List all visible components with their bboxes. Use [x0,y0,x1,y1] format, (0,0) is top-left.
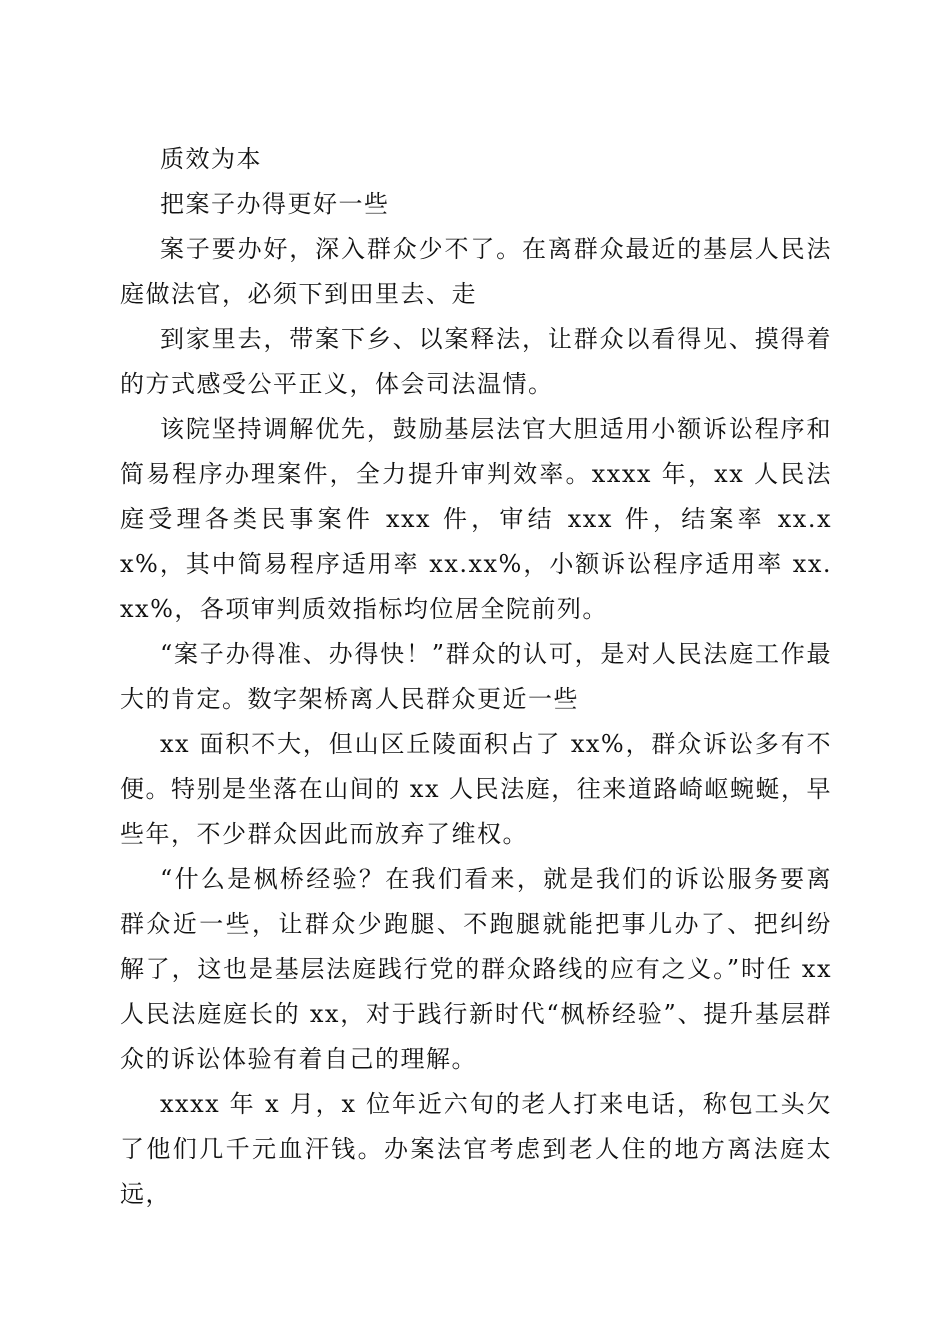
paragraph-grassroots-judges: 案子要办好，深入群众少不了。在离群众最近的基层人民法庭做法官，必须下到田里去、走 [120,235,832,308]
paragraph-public-recognition: “案子办得准、办得快！”群众的认可，是对人民法庭工作最大的肯定。数字架桥离人民群众更近一些 [120,640,832,713]
paragraph-mountain-court: xx 面积不大，但山区丘陵面积占了 xx%，群众诉讼多有不便。特别是坐落在山间的 xx 人民法庭，往来道路崎岖蜿蜒，早些年，不少群众因此而放弃了维权。 [120,730,832,848]
paragraph-heading-cases: 把案子办得更好一些 [160,190,390,218]
paragraph-mediation-statistics: 该院坚持调解优先，鼓励基层法官大胆适用小额诉讼程序和简易程序办理案件，全力提升审判效率。xxxx 年，xx 人民法庭受理各类民事案件 xxx 件，审结 xxx 件，结案率 xx.xx%，其中简易程序适用率 xx.xx%，小额诉讼程序适用率 xx.xx%，各项审判质效指标均位居全院前列。 [120,415,832,623]
paragraph-fengqiao-experience: “什么是枫桥经验？在我们看来，就是我们的诉讼服务要离群众近一些，让群众少跑腿、不跑腿就能把事儿办了、把纠纷解了，这也是基层法庭践行党的群众路线的应有之义。”时任 xx 人民法庭庭长的 xx，对于践行新时代“枫桥经验”、提升基层群众的诉讼体验有着自己的理解。 [120,865,832,1073]
document-body [120,137,832,1217]
paragraph-elderly-case: xxxx 年 x 月，x 位年近六旬的老人打来电话，称包工头欠了他们几千元血汗钱。办案法官考虑到老人住的地方离法庭太远， [120,1090,832,1208]
paragraph-home-visits: 到家里去，带案下乡、以案释法，让群众以看得见、摸得着的方式感受公平正义，体会司法温情。 [120,325,832,398]
paragraph-heading-quality: 质效为本 [160,145,262,173]
